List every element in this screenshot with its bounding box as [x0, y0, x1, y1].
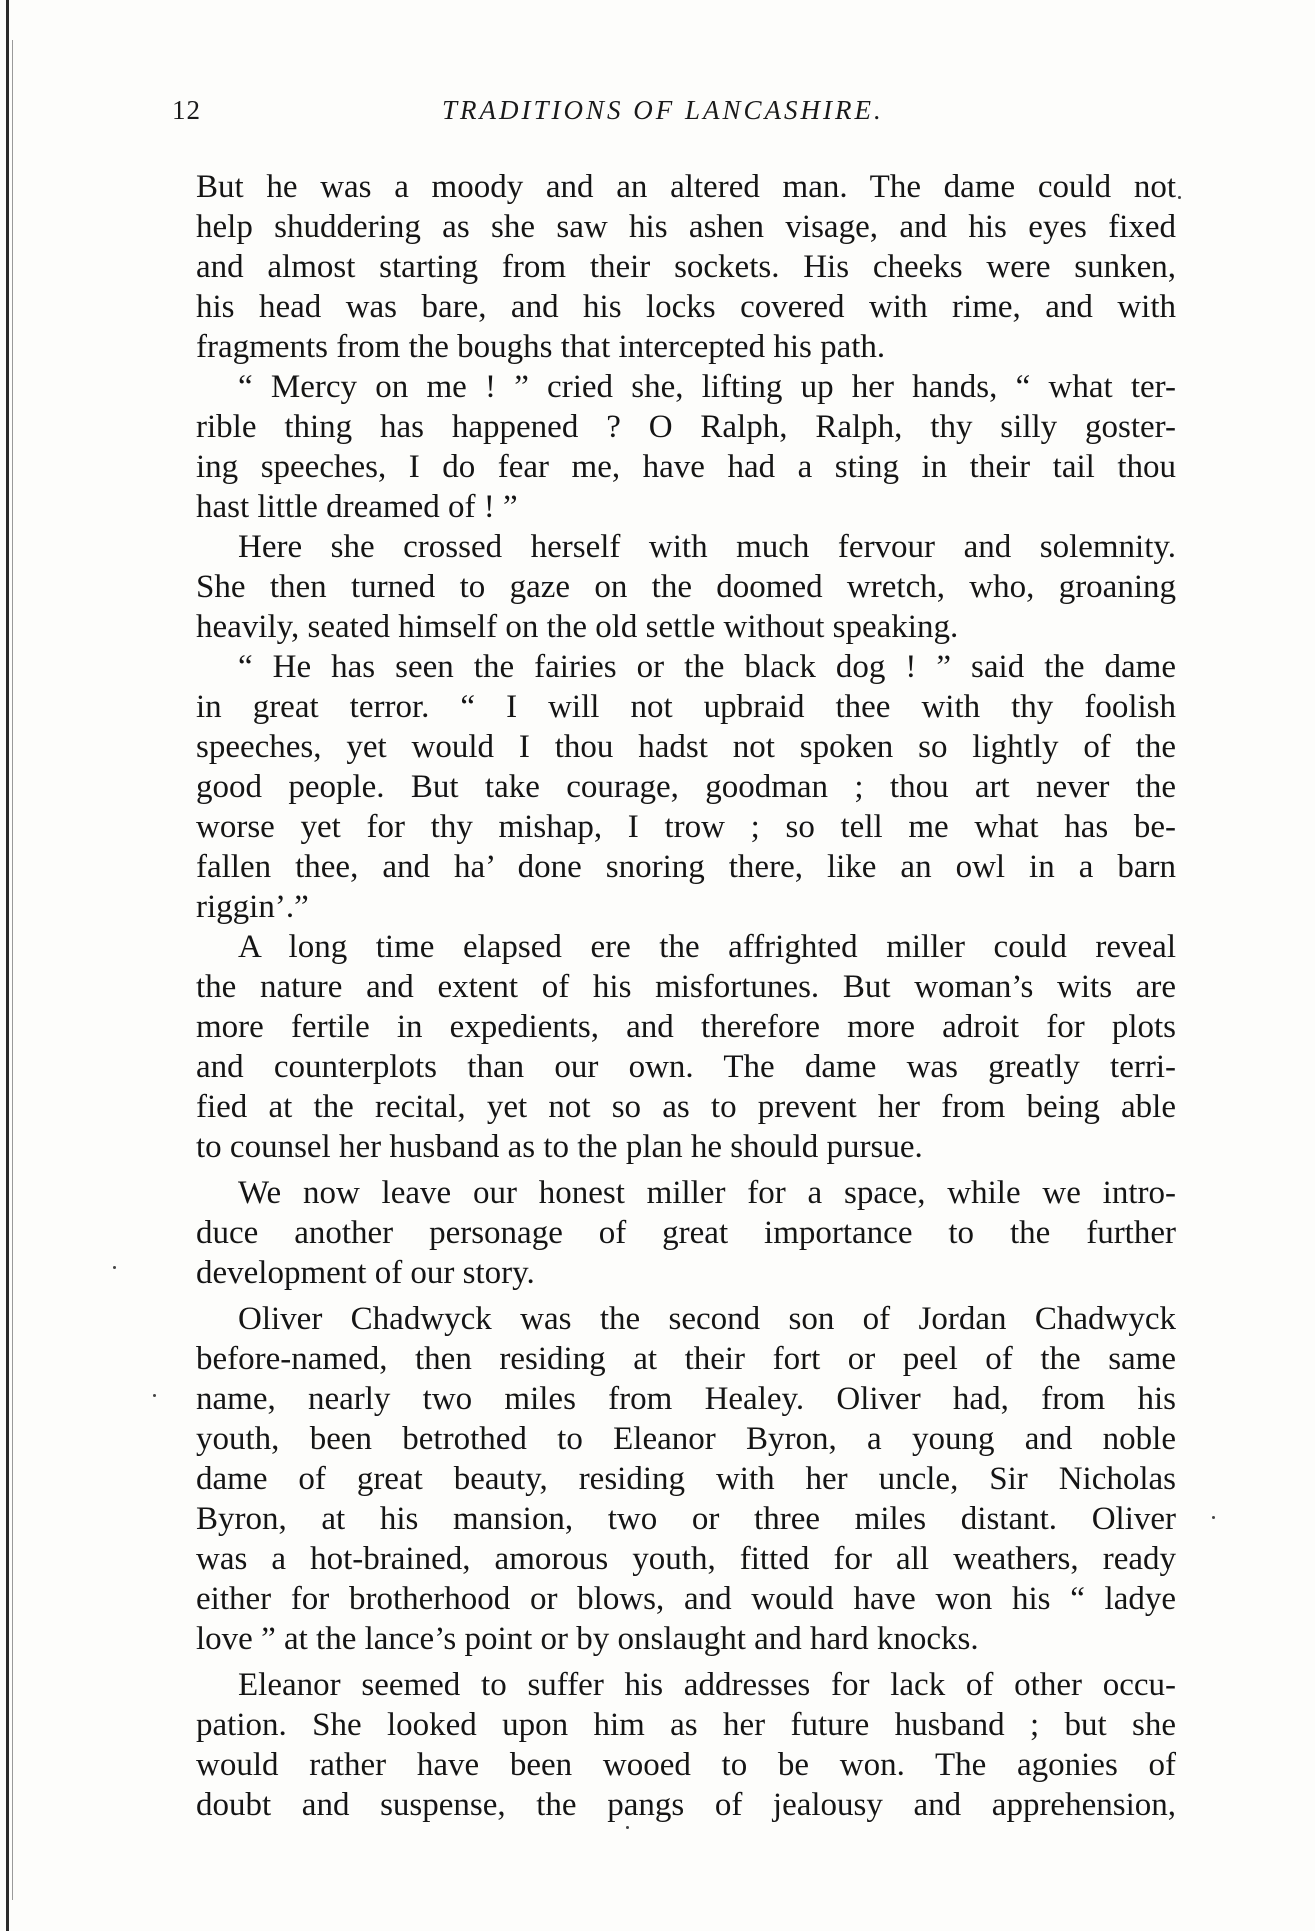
page-number: 12 — [172, 95, 201, 125]
paragraph — [196, 367, 1176, 527]
text-line: Here she crossed herself with much fervour and solemnity. — [238, 529, 1176, 565]
text-line: was a hot-brained, amorous youth, fitted for all weathers, ready — [196, 1541, 1176, 1577]
paper-speck — [1178, 196, 1181, 199]
text-line: and almost starting from their sockets. His cheeks were sunken, — [196, 249, 1176, 285]
text-line: would rather have been wooed to be won. The agonies of — [196, 1747, 1176, 1783]
text-line: fied at the recital, yet not so as to prevent her from being able — [196, 1089, 1176, 1125]
text-line: in great terror. “ I will not upbraid thee with thy foolish — [196, 689, 1176, 725]
paper-speck — [1212, 1516, 1215, 1519]
text-line: hast little dreamed of ! ” — [196, 489, 518, 525]
text-line: But he was a moody and an altered man. The dame could not — [196, 169, 1176, 205]
paragraph — [196, 1299, 1176, 1659]
text-line: rible thing has happened ? O Ralph, Ralph, thy silly goster- — [196, 409, 1176, 445]
text-line: doubt and suspense, the pangs of jealousy and apprehension, — [196, 1787, 1176, 1823]
text-line: development of our story. — [196, 1255, 535, 1291]
text-line: A long time elapsed ere the affrighted miller could reveal — [238, 929, 1176, 965]
text-line: She then turned to gaze on the doomed wretch, who, groaning — [196, 569, 1176, 605]
text-line: duce another personage of great importance to the further — [196, 1215, 1176, 1251]
paragraph — [196, 527, 1176, 647]
page-binding-shadow — [12, 40, 13, 1900]
paragraph — [196, 1665, 1176, 1825]
text-line: help shuddering as she saw his ashen visage, and his eyes fixed — [196, 209, 1176, 245]
paragraph — [196, 1173, 1176, 1293]
text-line: to counsel her husband as to the plan he should pursue. — [196, 1129, 923, 1165]
text-line: and counterplots than our own. The dame was greatly terri- — [196, 1049, 1176, 1085]
text-line: his head was bare, and his locks covered with rime, and with — [196, 289, 1176, 325]
text-line: more fertile in expedients, and therefore more adroit for plots — [196, 1009, 1176, 1045]
text-line: “ Mercy on me ! ” cried she, lifting up her hands, “ what ter- — [238, 369, 1176, 405]
text-line: heavily, seated himself on the old settle without speaking. — [196, 609, 959, 645]
paragraph — [196, 167, 1176, 367]
paper-speck — [153, 1394, 156, 1397]
text-line: “ He has seen the fairies or the black dog ! ” said the dame — [238, 649, 1176, 685]
text-line: We now leave our honest miller for a space, while we intro- — [238, 1175, 1176, 1211]
text-line: Eleanor seemed to suffer his addresses for lack of other occu- — [238, 1667, 1176, 1703]
running-title: TRADITIONS OF LANCASHIRE. — [442, 95, 884, 125]
text-line: worse yet for thy mishap, I trow ; so tell me what has be- — [196, 809, 1176, 845]
text-line: before-named, then residing at their fort or peel of the same — [196, 1341, 1176, 1377]
text-line: fallen thee, and ha’ done snoring there, like an owl in a barn — [196, 849, 1176, 885]
text-line: love ” at the lance’s point or by onslaught and hard knocks. — [196, 1621, 979, 1657]
text-line: speeches, yet would I thou hadst not spoken so lightly of the — [196, 729, 1176, 765]
body-text — [196, 167, 1176, 1825]
paper-speck — [626, 1826, 629, 1829]
text-line: the nature and extent of his misfortunes. But woman’s wits are — [196, 969, 1176, 1005]
paragraph — [196, 927, 1176, 1167]
text-line: riggin’.” — [196, 889, 309, 925]
text-line: name, nearly two miles from Healey. Oliver had, from his — [196, 1381, 1176, 1417]
paragraph — [196, 647, 1176, 927]
text-line: either for brotherhood or blows, and would have won his “ ladye — [196, 1581, 1176, 1617]
text-line: good people. But take courage, goodman ; thou art never the — [196, 769, 1176, 805]
text-line: dame of great beauty, residing with her uncle, Sir Nicholas — [196, 1461, 1176, 1497]
text-line: Oliver Chadwyck was the second son of Jordan Chadwyck — [238, 1301, 1176, 1337]
page-binding-edge — [6, 0, 9, 1931]
text-line: ing speeches, I do fear me, have had a sting in their tail thou — [196, 449, 1176, 485]
text-line: Byron, at his mansion, two or three miles distant. Oliver — [196, 1501, 1176, 1537]
text-line: youth, been betrothed to Eleanor Byron, a young and noble — [196, 1421, 1176, 1457]
page-header — [172, 95, 1192, 135]
text-line: fragments from the boughs that intercepted his path. — [196, 329, 886, 365]
text-line: pation. She looked upon him as her future husband ; but she — [196, 1707, 1176, 1743]
paper-speck — [113, 1266, 116, 1269]
